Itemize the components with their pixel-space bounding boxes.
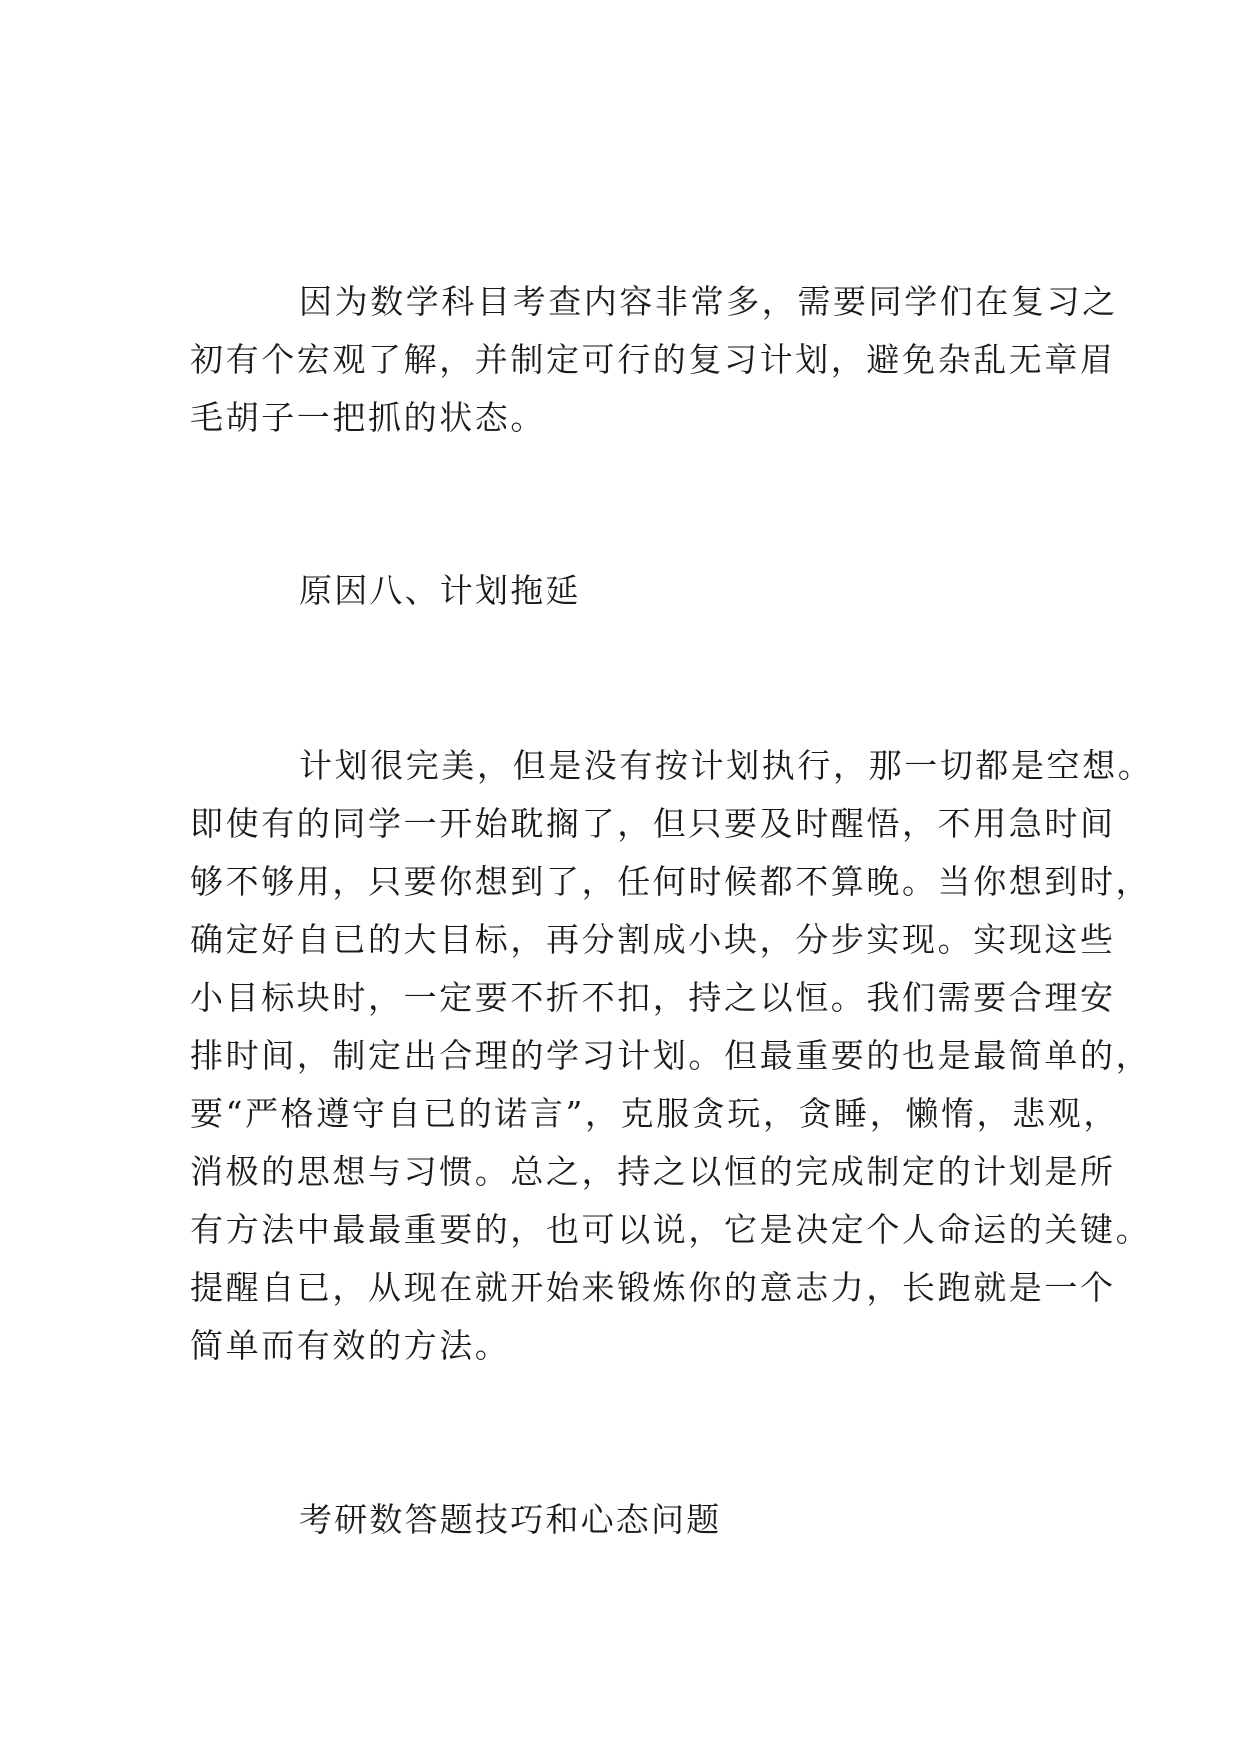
paragraph-2-line-5: 小目标块时，一定要不折不扣，持之以恒。我们需要合理安 — [190, 978, 1116, 1017]
paragraph-2-line-7: 要“严格遵守自已的诺言”，克服贪玩，贪睡，懒惰，悲观， — [190, 1094, 1119, 1133]
paragraph-2-line-10: 提醒自已，从现在就开始来锻炼你的意志力，长跑就是一个 — [190, 1268, 1116, 1307]
paragraph-2-line-1: 计划很完美，但是没有按计划执行，那一切都是空想。 — [299, 746, 1154, 785]
paragraph-2-line-2: 即使有的同学一开始耽搁了，但只要及时醒悟，不用急时间 — [190, 804, 1116, 843]
section-heading-reason-eight: 原因八、计划拖延 — [299, 571, 581, 610]
paragraph-1-line-2: 初有个宏观了解，并制定可行的复习计划，避免杂乱无章眉 — [190, 340, 1116, 379]
section-heading-exam-tips: 考研数答题技巧和心态问题 — [299, 1500, 722, 1539]
paragraph-1-line-1: 因为数学科目考查内容非常多，需要同学们在复习之 — [299, 282, 1118, 321]
paragraph-2-line-11: 简单而有效的方法。 — [190, 1326, 511, 1365]
paragraph-2-line-3: 够不够用，只要你想到了，任何时候都不算晚。当你想到时， — [190, 862, 1152, 901]
paragraph-2-line-4: 确定好自已的大目标，再分割成小块，分步实现。实现这些 — [190, 920, 1116, 959]
paragraph-2-line-8: 消极的思想与习惯。总之，持之以恒的完成制定的计划是所 — [190, 1152, 1116, 1191]
paragraph-2-line-9: 有方法中最最重要的，也可以说，它是决定个人命运的关键。 — [190, 1210, 1152, 1249]
paragraph-2-line-6: 排时间，制定出合理的学习计划。但最重要的也是最简单的， — [190, 1036, 1152, 1075]
paragraph-1-line-3: 毛胡子一把抓的状态。 — [190, 398, 546, 437]
